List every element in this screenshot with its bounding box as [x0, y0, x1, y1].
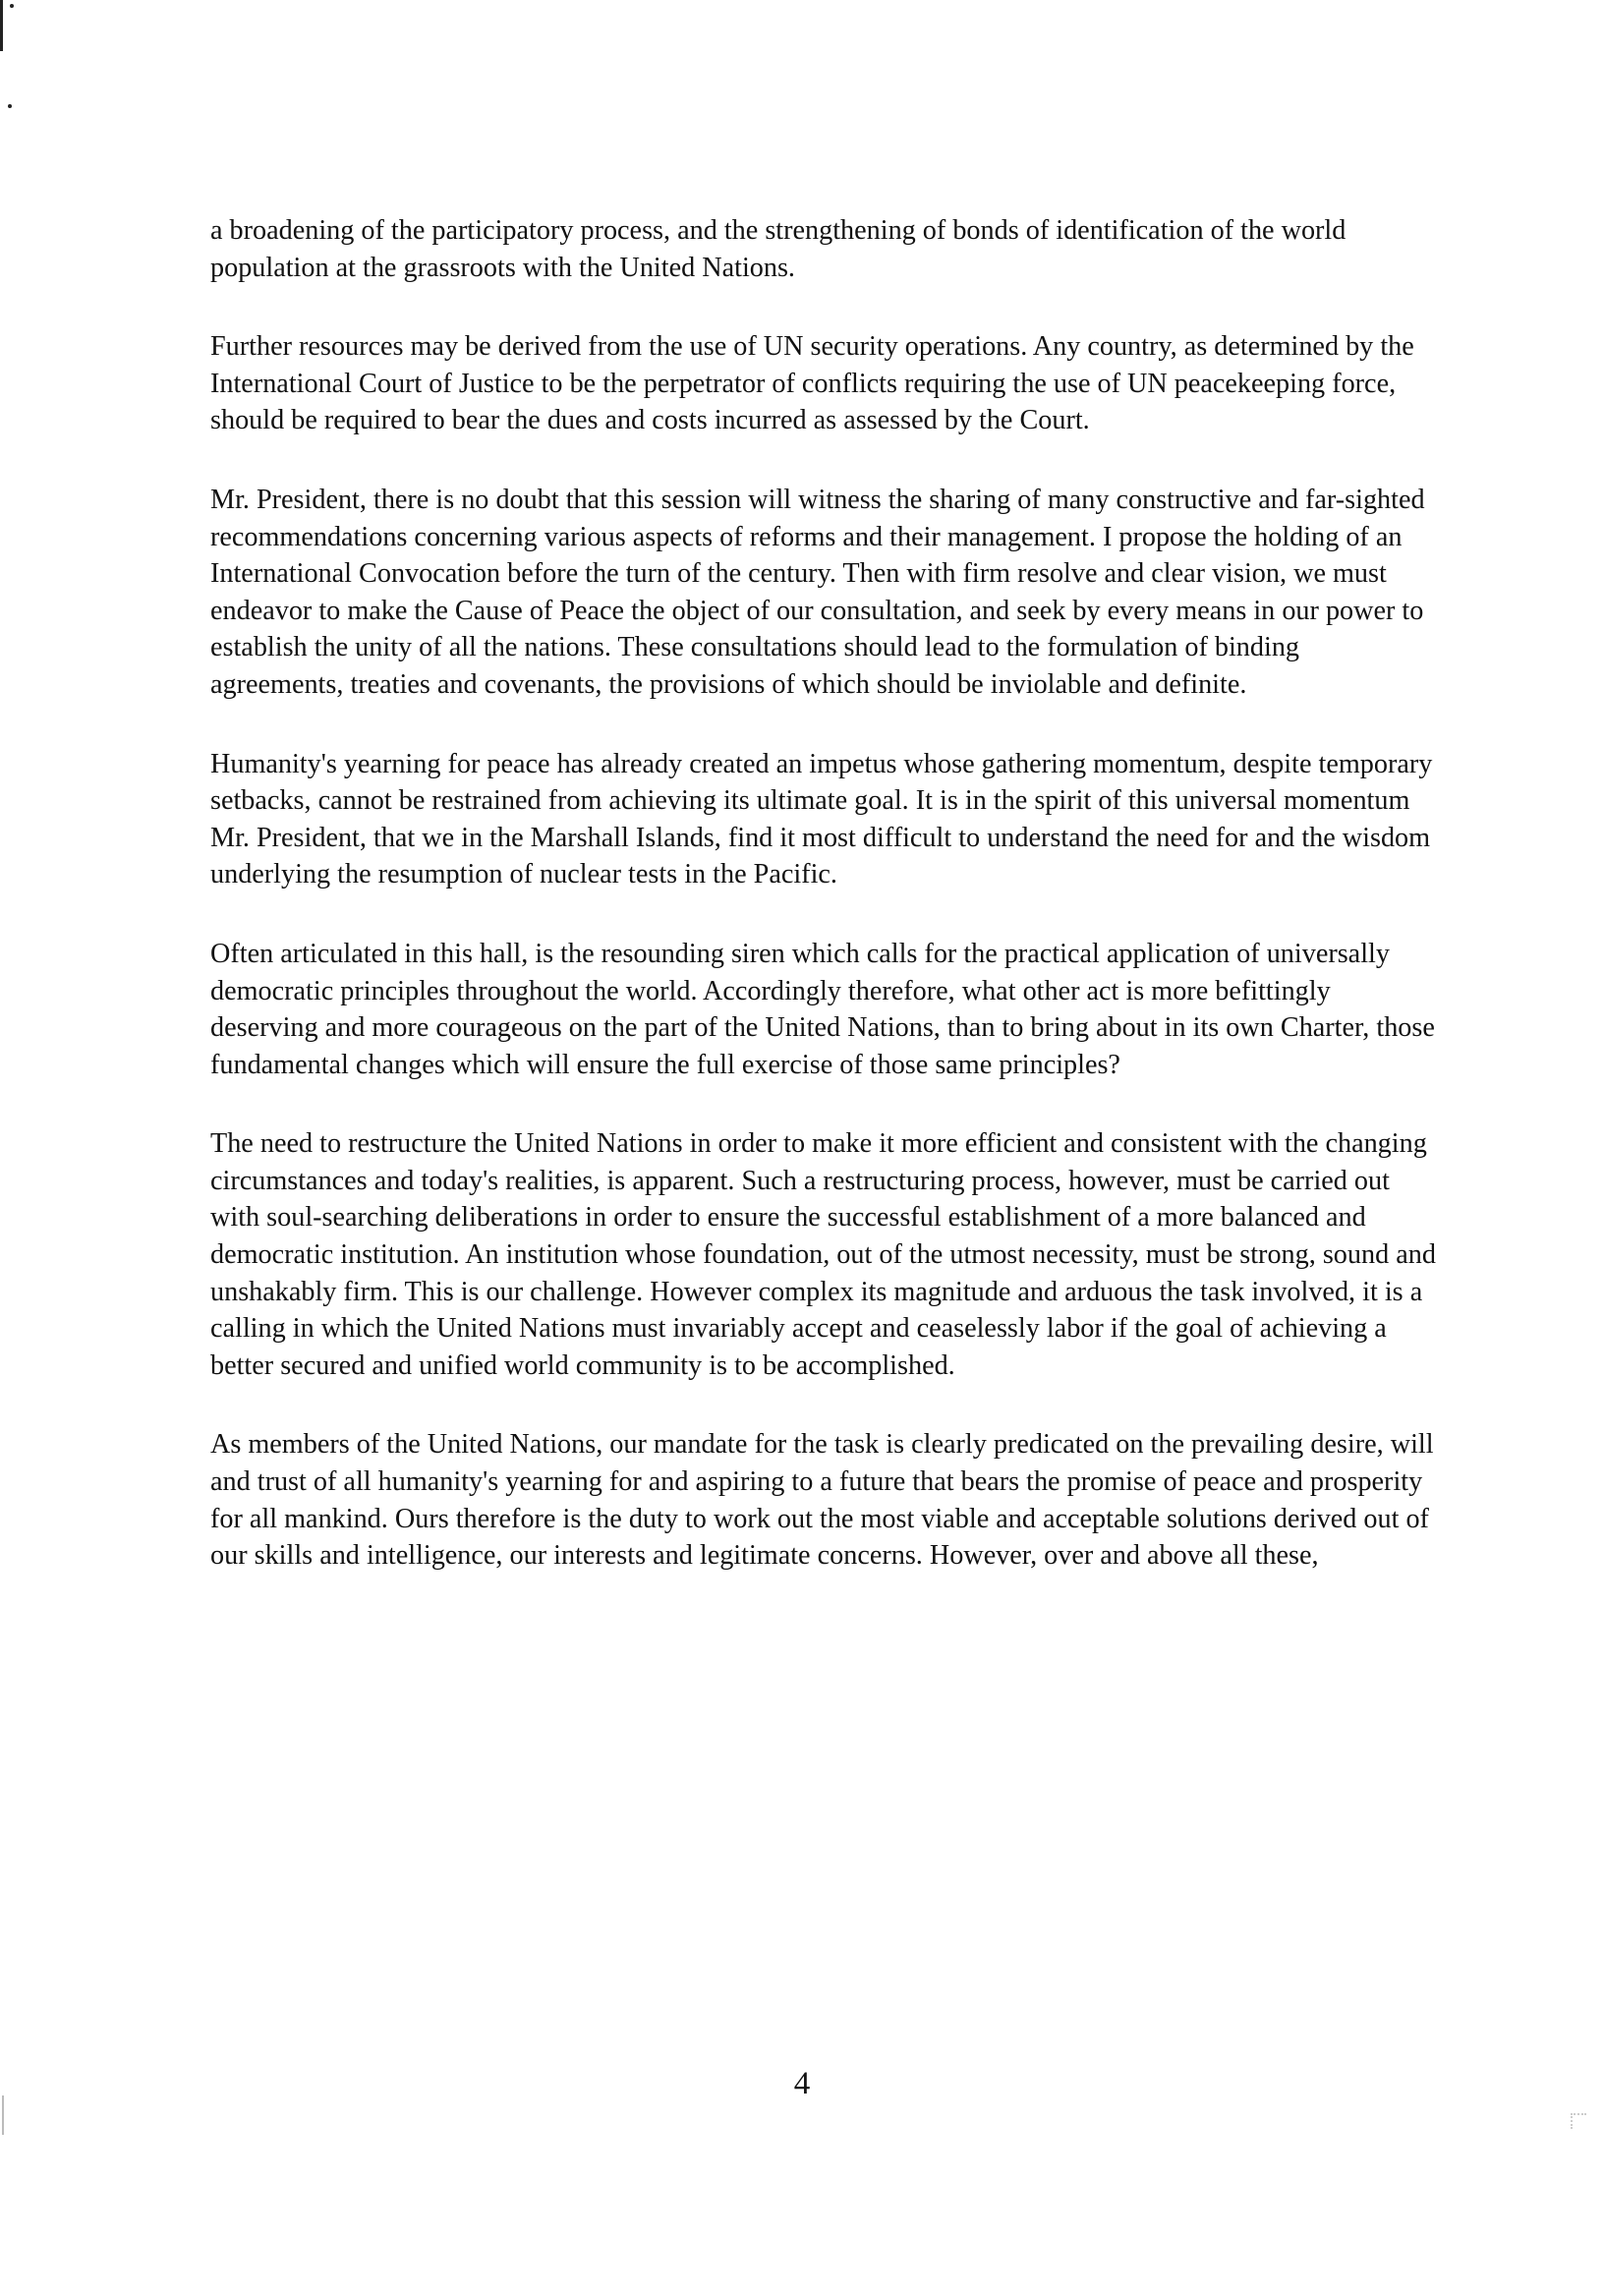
paragraph: Further resources may be derived from the use of UN security operations. Any country, as determined by the International Court of Justice to be the perpetrator of conflicts requiring the use of UN peacekeeping force, should be required to bear the dues and costs incurred as assessed by the Court.: [210, 331, 1414, 436]
document-body: [210, 212, 1439, 1617]
scan-speck: [1571, 2113, 1586, 2129]
page-number: 4: [793, 2066, 811, 2101]
paragraph: Mr. President, there is no doubt that this session will witness the sharing of many constructive and far-sighted recommendations concerning various aspects of reforms and their management. I propose the holding of an International Convocation before the turn of the century. Then with firm resolve and clear vision, we must endeavor to make the Cause of Peace the object of our consultation, and seek by every means in our power to establish the unity of all the nations. These consultations should lead to the formulation of binding agreements, treaties and covenants, the provisions of which should be inviolable and definite.: [210, 484, 1425, 700]
paragraph: Humanity's yearning for peace has already created an impetus whose gathering momentum, despite temporary setbacks, cannot be restrained from achieving its ultimate goal. It is in the spirit of this universal momentum Mr. President, that we in the Marshall Islands, find it most difficult to understand the need for and the wisdom underlying the resumption of nuclear tests in the Pacific.: [210, 748, 1433, 890]
paragraph: As members of the United Nations, our mandate for the task is clearly predicated on the prevailing desire, will and trust of all humanity's yearning for and aspiring to a future that bears the promise of peace and prosperity for all mankind. Ours therefore is the duty to work out the most viable and acceptable solutions derived out of our skills and intelligence, our interests and legitimate concerns. However, over and above all these,: [210, 1429, 1434, 1572]
paragraph: a broadening of the participatory process, and the strengthening of bonds of identification of the world population at the grassroots with the United Nations.: [210, 215, 1346, 283]
paragraph: Often articulated in this hall, is the resounding siren which calls for the practical application of universally democratic principles throughout the world. Accordingly therefore, what other act is more befittingly deserving and more courageous on the part of the United Nations, than to bring about in its own Charter, those fundamental changes which will ensure the full exercise of those same principles?: [210, 938, 1435, 1080]
scan-speck: [8, 104, 12, 108]
paragraph: The need to restructure the United Nations in order to make it more efficient and consistent with the changing circumstances and today's realities, is apparent. Such a restructuring process, however, must be carried out with soul-searching deliberations in order to ensure the successful establishment of a more balanced and democratic institution. An institution whose foundation, out of the utmost necessity, must be strong, sound and unshakably firm. This is our challenge. However complex its magnitude and arduous the task involved, it is a calling in which the United Nations must invariably accept and ceaselessly labor if the goal of achieving a better secured and unified world community is to be accomplished.: [210, 1128, 1436, 1381]
scan-speck: [10, 4, 14, 8]
scan-edge-mark: [0, 0, 3, 51]
